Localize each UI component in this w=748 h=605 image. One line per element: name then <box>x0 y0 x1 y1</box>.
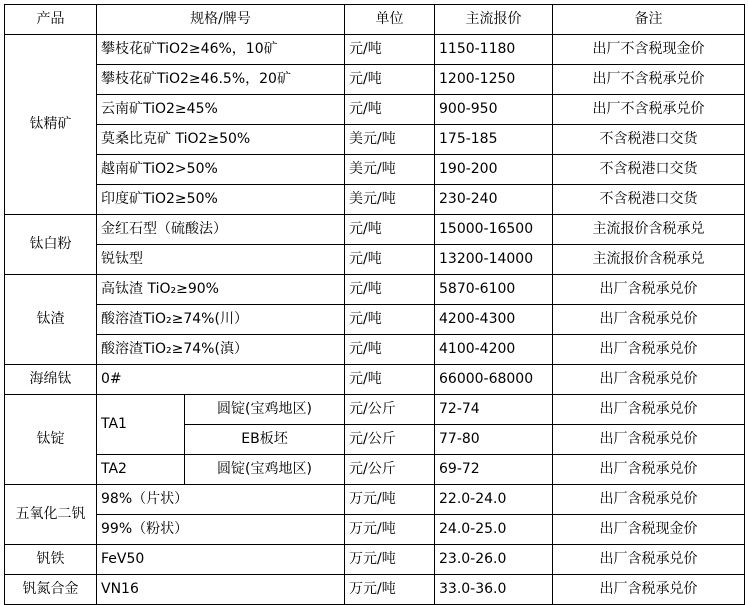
price-cell: 77-80 <box>435 425 553 455</box>
unit-cell: 元/公斤 <box>345 395 435 425</box>
remark-cell: 出厂含税承兑价 <box>553 335 745 365</box>
table-row <box>5 155 745 185</box>
unit-cell: 美元/吨 <box>345 155 435 185</box>
remark-cell: 出厂不含税承兑价 <box>553 65 745 95</box>
remark-cell: 主流报价含税承兑 <box>553 215 745 245</box>
price-cell: 175-185 <box>435 125 553 155</box>
price-cell: 13200-14000 <box>435 245 553 275</box>
price-cell: 5870-6100 <box>435 275 553 305</box>
table-row <box>5 275 745 305</box>
unit-cell: 元/吨 <box>345 95 435 125</box>
category-cell: 钛渣 <box>5 275 97 365</box>
table-row <box>5 65 745 95</box>
unit-cell: 万元/吨 <box>345 485 435 515</box>
remark-cell: 不含税港口交货 <box>553 185 745 215</box>
spec-cell: 云南矿TiO2≥45% <box>97 95 345 125</box>
table-row <box>5 305 745 335</box>
spec-cell: FeV50 <box>97 545 345 575</box>
price-table <box>4 4 745 605</box>
unit-cell: 元/吨 <box>345 245 435 275</box>
price-cell: 190-200 <box>435 155 553 185</box>
table-row <box>5 515 745 545</box>
unit-cell: 元/吨 <box>345 305 435 335</box>
spec-cell: 酸溶渣TiO₂≥74%(滇） <box>97 335 345 365</box>
price-cell: 23.0-26.0 <box>435 545 553 575</box>
price-cell: 33.0-36.0 <box>435 575 553 605</box>
table-row <box>5 35 745 65</box>
grade-cell: TA1 <box>97 395 185 455</box>
remark-cell: 出厂含税承兑价 <box>553 455 745 485</box>
category-cell: 钒氮合金 <box>5 575 97 605</box>
unit-cell: 元/吨 <box>345 35 435 65</box>
spec-cell: 圆锭(宝鸡地区) <box>185 395 345 425</box>
table-row <box>5 575 745 605</box>
unit-cell: 美元/吨 <box>345 125 435 155</box>
remark-cell: 出厂含税承兑价 <box>553 545 745 575</box>
category-cell: 钛白粉 <box>5 215 97 275</box>
remark-cell: 出厂含税现金价 <box>553 515 745 545</box>
category-cell: 钛精矿 <box>5 35 97 215</box>
spec-cell: 金红石型（硫酸法） <box>97 215 345 245</box>
price-cell: 69-72 <box>435 455 553 485</box>
header-unit: 单位 <box>345 5 435 35</box>
category-cell: 钛锭 <box>5 395 97 485</box>
spec-cell: EB板坯 <box>185 425 345 455</box>
unit-cell: 万元/吨 <box>345 515 435 545</box>
table-row <box>5 455 745 485</box>
remark-cell: 出厂含税承兑价 <box>553 425 745 455</box>
spec-cell: 酸溶渣TiO₂≥74%(川） <box>97 305 345 335</box>
price-cell: 230-240 <box>435 185 553 215</box>
remark-cell: 出厂含税承兑价 <box>553 485 745 515</box>
remark-cell: 不含税港口交货 <box>553 125 745 155</box>
header-remark: 备注 <box>553 5 745 35</box>
spec-cell: 98%（片状） <box>97 485 345 515</box>
table-header-row <box>5 5 745 35</box>
remark-cell: 出厂含税承兑价 <box>553 575 745 605</box>
category-cell: 钒铁 <box>5 545 97 575</box>
price-cell: 24.0-25.0 <box>435 515 553 545</box>
remark-cell: 出厂含税承兑价 <box>553 275 745 305</box>
table-row <box>5 485 745 515</box>
price-cell: 22.0-24.0 <box>435 485 553 515</box>
spec-cell: 越南矿TiO2>50% <box>97 155 345 185</box>
spec-cell: 印度矿TiO2≥50% <box>97 185 345 215</box>
unit-cell: 元/公斤 <box>345 455 435 485</box>
unit-cell: 元/吨 <box>345 215 435 245</box>
table-row <box>5 365 745 395</box>
spec-cell: 攀枝花矿TiO2≥46.5%，20矿 <box>97 65 345 95</box>
price-cell: 1200-1250 <box>435 65 553 95</box>
remark-cell: 出厂含税承兑价 <box>553 395 745 425</box>
table-row <box>5 245 745 275</box>
table-row <box>5 185 745 215</box>
spec-cell: 高钛渣 TiO₂≥90% <box>97 275 345 305</box>
header-product: 产品 <box>5 5 97 35</box>
unit-cell: 元/公斤 <box>345 425 435 455</box>
unit-cell: 元/吨 <box>345 65 435 95</box>
price-cell: 72-74 <box>435 395 553 425</box>
price-cell: 1150-1180 <box>435 35 553 65</box>
spec-cell: 99%（粉状） <box>97 515 345 545</box>
remark-cell: 出厂不含税承兑价 <box>553 95 745 125</box>
unit-cell: 元/吨 <box>345 335 435 365</box>
header-spec: 规格/牌号 <box>97 5 345 35</box>
table-row <box>5 215 745 245</box>
remark-cell: 主流报价含税承兑 <box>553 245 745 275</box>
table-row <box>5 95 745 125</box>
unit-cell: 万元/吨 <box>345 545 435 575</box>
spec-cell: 莫桑比克矿 TiO2≥50% <box>97 125 345 155</box>
spec-cell: VN16 <box>97 575 345 605</box>
remark-cell: 出厂不含税现金价 <box>553 35 745 65</box>
remark-cell: 出厂含税承兑价 <box>553 365 745 395</box>
price-cell: 4200-4300 <box>435 305 553 335</box>
grade-cell: TA2 <box>97 455 185 485</box>
header-price: 主流报价 <box>435 5 553 35</box>
unit-cell: 万元/吨 <box>345 575 435 605</box>
spec-cell: 锐钛型 <box>97 245 345 275</box>
unit-cell: 元/吨 <box>345 365 435 395</box>
price-cell: 15000-16500 <box>435 215 553 245</box>
price-cell: 900-950 <box>435 95 553 125</box>
table-row <box>5 395 745 425</box>
spec-cell: 0# <box>97 365 345 395</box>
price-cell: 66000-68000 <box>435 365 553 395</box>
unit-cell: 美元/吨 <box>345 185 435 215</box>
table-row <box>5 335 745 365</box>
table-row <box>5 545 745 575</box>
unit-cell: 元/吨 <box>345 275 435 305</box>
category-cell: 海绵钛 <box>5 365 97 395</box>
category-cell: 五氧化二钒 <box>5 485 97 545</box>
remark-cell: 出厂含税承兑价 <box>553 305 745 335</box>
price-cell: 4100-4200 <box>435 335 553 365</box>
spec-cell: 圆锭(宝鸡地区) <box>185 455 345 485</box>
table-row <box>5 125 745 155</box>
spec-cell: 攀枝花矿TiO2≥46%，10矿 <box>97 35 345 65</box>
remark-cell: 不含税港口交货 <box>553 155 745 185</box>
